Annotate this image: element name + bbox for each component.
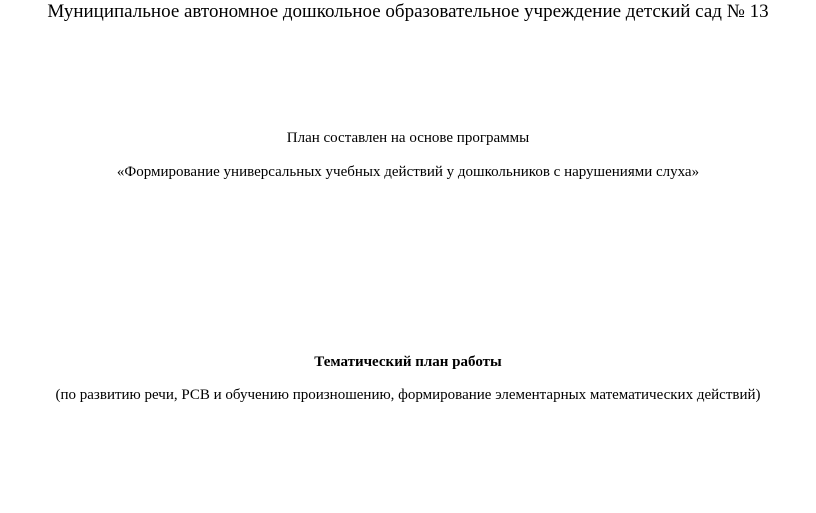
plan-subtitle: (по развитию речи, РСВ и обучению произношению, формирование элементарных математических действий) xyxy=(55,387,761,403)
plan-title: Тематический план работы xyxy=(314,354,502,370)
institution-name: Муниципальное автономное дошкольное образовательное учреждение детский сад № 13 xyxy=(47,1,769,22)
plan-basis-line: План составлен на основе программы xyxy=(286,130,530,146)
program-title: «Формирование универсальных учебных действий у дошкольников с нарушениями слуха» xyxy=(116,164,700,180)
